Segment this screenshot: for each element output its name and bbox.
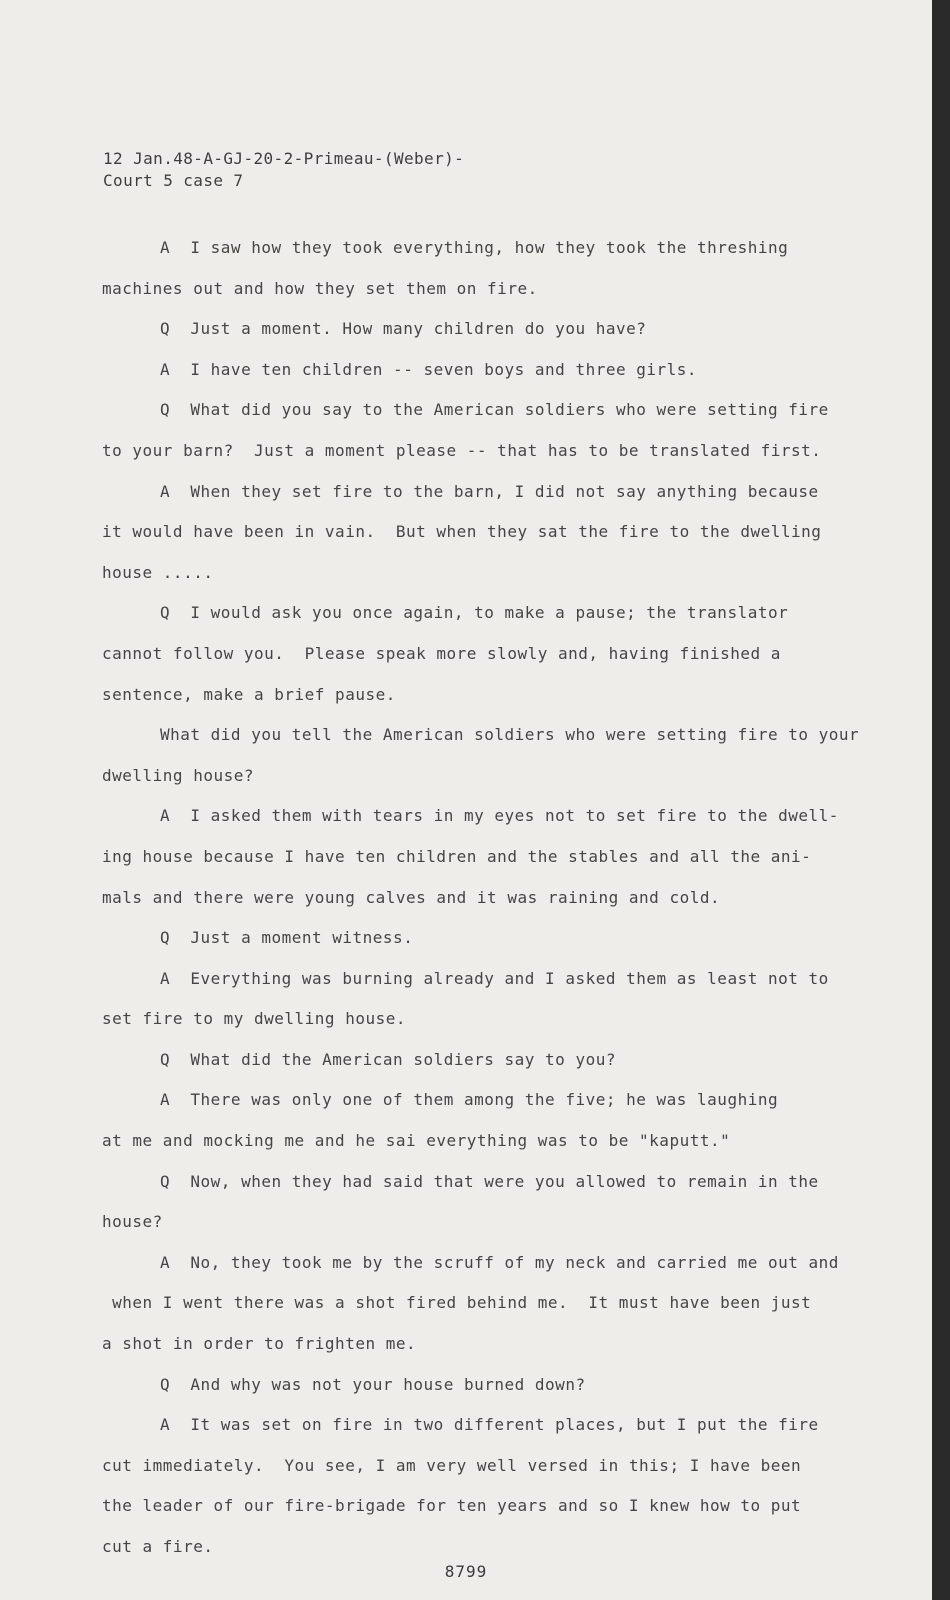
transcript-line: ing house because I have ten children and the stables and all the ani- — [102, 846, 812, 866]
transcript-line: a shot in order to frighten me. — [102, 1334, 417, 1354]
transcript-paragraph — [102, 309, 872, 350]
transcript-line: machines out and how they set them on fire. — [102, 278, 538, 298]
transcript-line: the leader of our fire-brigade for ten years and so I knew how to put — [102, 1496, 802, 1516]
page-number: 8799 — [444, 1562, 488, 1581]
transcript-paragraph — [102, 715, 872, 796]
transcript-line: A No, they took me by the scruff of my neck and carried me out and — [160, 1252, 839, 1272]
transcript-paragraph — [102, 1162, 872, 1243]
transcript-line: Q Just a moment witness. — [160, 928, 414, 948]
transcript-line: cut a fire. — [102, 1537, 214, 1556]
transcript-line: A It was set on fire in two different places, but I put the fire — [160, 1415, 819, 1435]
transcript-line: it would have been in vain. But when they sat the fire to the dwelling — [102, 522, 822, 542]
transcript-line: dwelling house? — [102, 765, 254, 785]
document-header — [103, 148, 464, 192]
transcript-line: at me and mocking me and he sai everything was to be "kaputt." — [102, 1131, 731, 1151]
transcript-line: house? — [102, 1212, 163, 1232]
transcript-line: Q I would ask you once again, to make a pause; the translator — [160, 603, 789, 623]
transcript-line: sentence, make a brief pause. — [102, 684, 396, 704]
transcript-line: What did you tell the American soldiers who were setting fire to your — [160, 725, 860, 745]
transcript-paragraph — [102, 959, 872, 1040]
transcript-line: Q Now, when they had said that were you allowed to remain in the — [160, 1171, 819, 1191]
transcript-line: to your barn? Just a moment please -- that has to be translated first. — [102, 440, 822, 460]
transcript-line: mals and there were young calves and it was raining and cold. — [102, 887, 721, 907]
transcript-line: set fire to my dwelling house. — [102, 1009, 406, 1029]
transcript-paragraph — [102, 1080, 872, 1161]
transcript-body — [102, 228, 872, 1568]
transcript-paragraph — [102, 1040, 872, 1081]
transcript-line: A I asked them with tears in my eyes not to set fire to the dwell- — [160, 806, 839, 826]
transcript-line: A Everything was burning already and I asked them as least not to — [160, 968, 829, 988]
transcript-line: cut immediately. You see, I am very well versed in this; I have been — [102, 1455, 802, 1475]
header-court-case: Court 5 case 7 — [103, 171, 244, 190]
transcript-paragraph — [102, 593, 872, 715]
transcript-paragraph — [102, 1365, 872, 1406]
transcript-line: cannot follow you. Please speak more slowly and, having finished a — [102, 643, 781, 663]
transcript-line: Q And why was not your house burned down? — [160, 1374, 586, 1394]
transcript-paragraph — [102, 918, 872, 959]
transcript-paragraph — [102, 472, 872, 594]
header-reference: 12 Jan.48-A-GJ-20-2-Primeau-(Weber)- — [103, 149, 465, 168]
transcript-line: Q What did the American soldiers say to you? — [160, 1049, 616, 1069]
transcript-paragraph — [102, 390, 872, 471]
transcript-line: A I have ten children -- seven boys and three girls. — [160, 359, 698, 379]
transcript-paragraph — [102, 228, 872, 309]
transcript-paragraph — [102, 1243, 872, 1365]
transcript-paragraph — [102, 1405, 872, 1567]
scan-edge — [932, 0, 950, 1600]
transcript-line: Q Just a moment. How many children do you have? — [160, 319, 647, 339]
transcript-paragraph — [102, 350, 872, 391]
transcript-line: when I went there was a shot fired behind me. It must have been just — [102, 1293, 812, 1313]
transcript-line: house ..... — [102, 562, 214, 582]
transcript-line: A I saw how they took everything, how they took the threshing — [160, 238, 789, 257]
transcript-paragraph — [102, 796, 872, 918]
transcript-line: Q What did you say to the American soldiers who were setting fire — [160, 400, 829, 420]
transcript-line: A There was only one of them among the five; he was laughing — [160, 1090, 779, 1110]
transcript-line: A When they set fire to the barn, I did not say anything because — [160, 481, 819, 501]
